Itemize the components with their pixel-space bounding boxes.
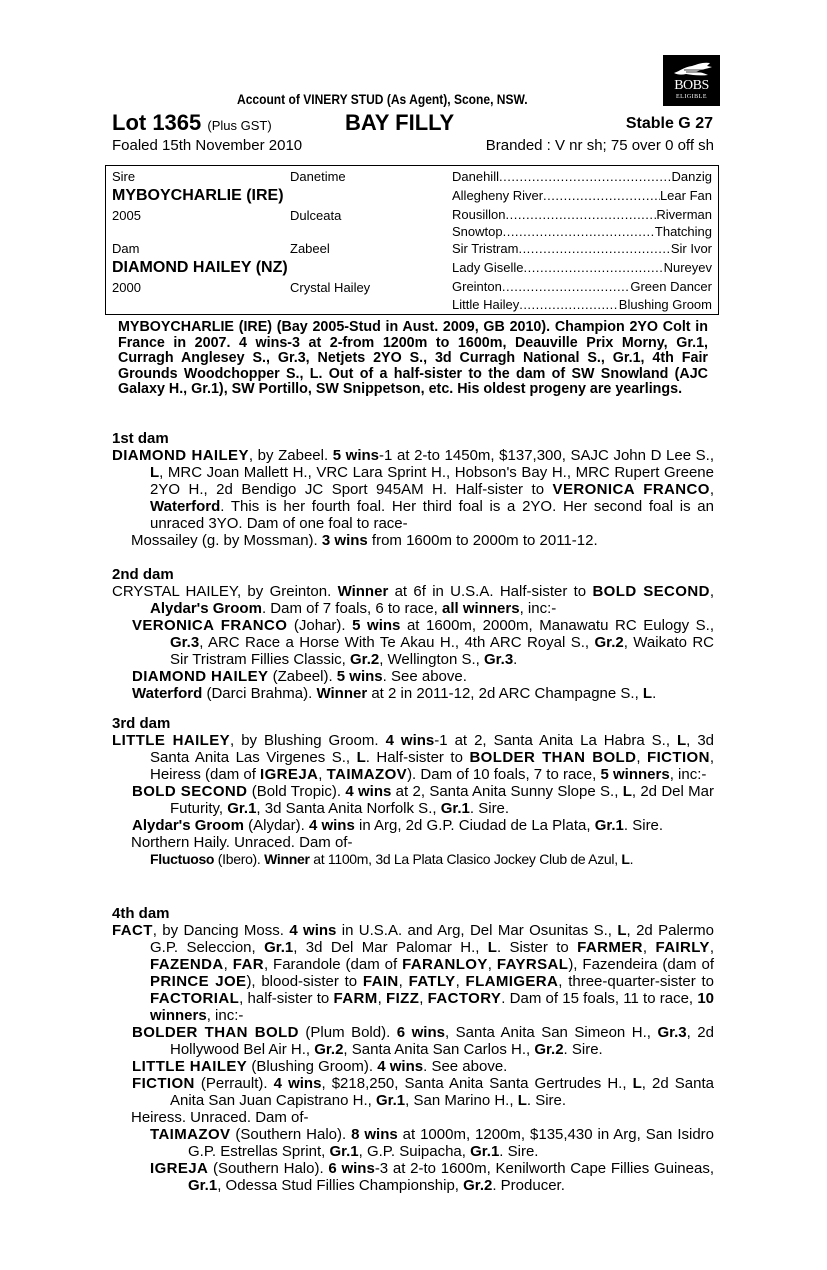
- pedigree-row: Rousillon ..... Riverman: [452, 207, 712, 222]
- sire-name: MYBOYCHARLIE (IRE): [112, 187, 284, 204]
- dam-entry: LITTLE HAILEY, by Blushing Groom. 4 wins-1 at 2, Santa Anita La Habra S., L, 3d Santa Anita Las Virgenes S., L. Half-sister to BOLDER THAN BOLD, FICTION, Heiress (dam of IGREJA, TAIMAZOV). Dam of 10 foals, 7 to race, 5 winners, inc:-: [112, 732, 715, 783]
- progeny-entry: BOLD SECOND (Bold Tropic). 4 wins at 2, Santa Anita Sunny Slope S., L, 2d Del Mar Futurity, Gr.1, 3d Santa Anita Norfolk S., Gr.1. Sire.: [132, 783, 714, 817]
- pedigree-row: Lady Giselle ..... Nureyev: [452, 260, 712, 275]
- progeny-entry: DIAMOND HAILEY (Zabeel). 5 wins. See above.: [132, 668, 467, 685]
- logo-text: BOBS: [674, 78, 709, 93]
- progeny-entry: Fluctuoso (Ibero). Winner at 1100m, 3d La Plata Clasico Jockey Club de Azul, L.: [150, 851, 634, 867]
- second-dam-section: [112, 566, 714, 702]
- dam-label: Dam: [112, 241, 140, 256]
- dam-sire: Zabeel: [290, 241, 330, 256]
- section-heading: 2nd dam: [112, 566, 174, 583]
- dam-name: DIAMOND HAILEY (NZ): [112, 259, 288, 276]
- dam-entry: FACT, by Dancing Moss. 4 wins in U.S.A. and Arg, Del Mar Osunitas S., L, 2d Palermo G.P. Seleccion, Gr.1, 3d Del Mar Palomar H., L. Sister to FARMER, FAIRLY, FAZENDA, FAR, Farandole (dam of FARANLOY, FAYRSAL), Fazendeira (dam of PRINCE JOE), blood-sister to FAIN, FATLY, FLAMIGERA, three-quarter-sister to FACTORIAL, half-sister to FARM, FIZZ, FACTORY. Dam of 15 foals, 11 to race, 10 winners, inc:-: [112, 922, 715, 1024]
- sire-description: MYBOYCHARLIE (IRE) (Bay 2005-Stud in Aust. 2009, GB 2010). Champion 2YO Colt in France in 2007. 4 wins-3 at 2-from 1200m to 1600m, Deauville Prix Morny, Gr.1, Curragh Anglesey S., Gr.3, Netjets 2YO S., 3d Curragh National S., Gr.1, 4th Fair Grounds Woodchopper S., L. Out of a half-sister to the dam of SW Snowland (AJC Galaxy H., Gr.1), SW Portillo, SW Snippetson, etc. His oldest progeny are yearlings.: [118, 319, 708, 397]
- dam-entry: CRYSTAL HAILEY, by Greinton. Winner at 6f in U.S.A. Half-sister to BOLD SECOND, Alydar's Groom. Dam of 7 foals, 6 to race, all winners, inc:-: [112, 583, 714, 617]
- progeny-entry: Heiress. Unraced. Dam of-: [131, 1109, 309, 1126]
- vendor-account: Account of VINERY STUD (As Agent), Scone, NSW.: [237, 91, 528, 107]
- brand-marks: Branded : V nr sh; 75 over 0 off sh: [485, 137, 714, 154]
- progeny-entry: Waterford (Darci Brahma). Winner at 2 in 2011-12, 2d ARC Champagne S., L.: [132, 685, 657, 702]
- section-heading: 4th dam: [112, 905, 170, 922]
- progeny-entry: IGREJA (Southern Halo). 6 wins-3 at 2-to 1600m, Kenilworth Cape Fillies Guineas, Gr.1, Odessa Stud Fillies Championship, Gr.2. Producer.: [150, 1160, 715, 1194]
- pedigree-row: Allegheny River ..... Lear Fan: [452, 188, 712, 203]
- lot-label: Lot 1365: [112, 110, 202, 135]
- progeny-entry: BOLDER THAN BOLD (Plum Bold). 6 wins, Santa Anita San Simeon H., Gr.3, 2d Hollywood Bel Air H., Gr.2, Santa Anita San Carlos H., Gr.2. Sire.: [132, 1024, 714, 1058]
- pedigree-row: Greinton ..... Green Dancer: [452, 279, 712, 294]
- bobs-eligible-logo: [663, 55, 720, 106]
- sire-year: 2005: [112, 208, 141, 223]
- horse-head-icon: [670, 59, 714, 79]
- progeny-entry: LITTLE HAILEY (Blushing Groom). 4 wins. See above.: [132, 1058, 508, 1075]
- lot-number: [112, 110, 272, 136]
- pedigree-row: Danehill ..... Danzig: [452, 169, 712, 184]
- sire-label: Sire: [112, 169, 136, 184]
- sire-sire: Danetime: [290, 169, 346, 184]
- pedigree-row: Snowtop ..... Thatching: [452, 224, 712, 239]
- progeny-entry: Mossailey (g. by Mossman). 3 wins from 1600m to 2000m to 2011-12.: [131, 532, 598, 549]
- dam-entry: DIAMOND HAILEY, by Zabeel. 5 wins-1 at 2-to 1450m, $137,300, SAJC John D Lee S., L, MRC Joan Mallett H., VRC Lara Sprint H., Hobson's Bay H., MRC Rupert Greene 2YO H., 2d Bendigo JC Sport 945AM H. Half-sister to VERONICA FRANCO, Waterford. This is her fourth foal. Her third foal is a 2YO. Her second foal is an unraced 3YO. Dam of one foal to race-: [112, 447, 714, 532]
- third-dam-section: [112, 715, 714, 868]
- pedigree-row: Little Hailey ..... Blushing Groom: [452, 297, 712, 312]
- logo-subtext: ELIGIBLE: [676, 94, 707, 100]
- pedigree-table: [105, 165, 719, 315]
- section-heading: 1st dam: [112, 430, 169, 447]
- sex-colour: BAY FILLY: [345, 110, 455, 135]
- progeny-entry: VERONICA FRANCO (Johar). 5 wins at 1600m, 2000m, Manawatu RC Eulogy S., Gr.3, ARC Race a Horse With Te Akau H., 4th ARC Royal S., Gr.2, Waikato RC Sir Tristram Fillies Classic, Gr.2, Wellington S., Gr.3.: [132, 617, 715, 668]
- dam-year: 2000: [112, 280, 141, 295]
- progeny-entry: TAIMAZOV (Southern Halo). 8 wins at 1000m, 1200m, $135,430 in Arg, San Isidro G.P. Estrellas Sprint, Gr.1, G.P. Suipacha, Gr.1. Sire.: [150, 1126, 715, 1160]
- section-heading: 3rd dam: [112, 715, 171, 732]
- dam-dam: Crystal Hailey: [290, 280, 371, 295]
- lot-note: (Plus GST): [207, 118, 272, 133]
- sire-dam: Dulceata: [290, 208, 342, 223]
- progeny-entry: FICTION (Perrault). 4 wins, $218,250, Santa Anita Santa Gertrudes H., L, 2d Santa Anita San Juan Capistrano H., Gr.1, San Marino H., L. Sire.: [132, 1075, 714, 1109]
- stable-location: Stable G 27: [625, 115, 713, 132]
- pedigree-row: Sir Tristram ..... Sir Ivor: [452, 241, 712, 256]
- first-dam-section: [112, 430, 714, 549]
- progeny-entry: Alydar's Groom (Alydar). 4 wins in Arg, 2d G.P. Ciudad de La Plata, Gr.1. Sire.: [132, 817, 664, 834]
- foaled-date: Foaled 15th November 2010: [112, 137, 303, 154]
- progeny-entry: Northern Haily. Unraced. Dam of-: [131, 834, 353, 851]
- fourth-dam-section: [112, 905, 714, 1194]
